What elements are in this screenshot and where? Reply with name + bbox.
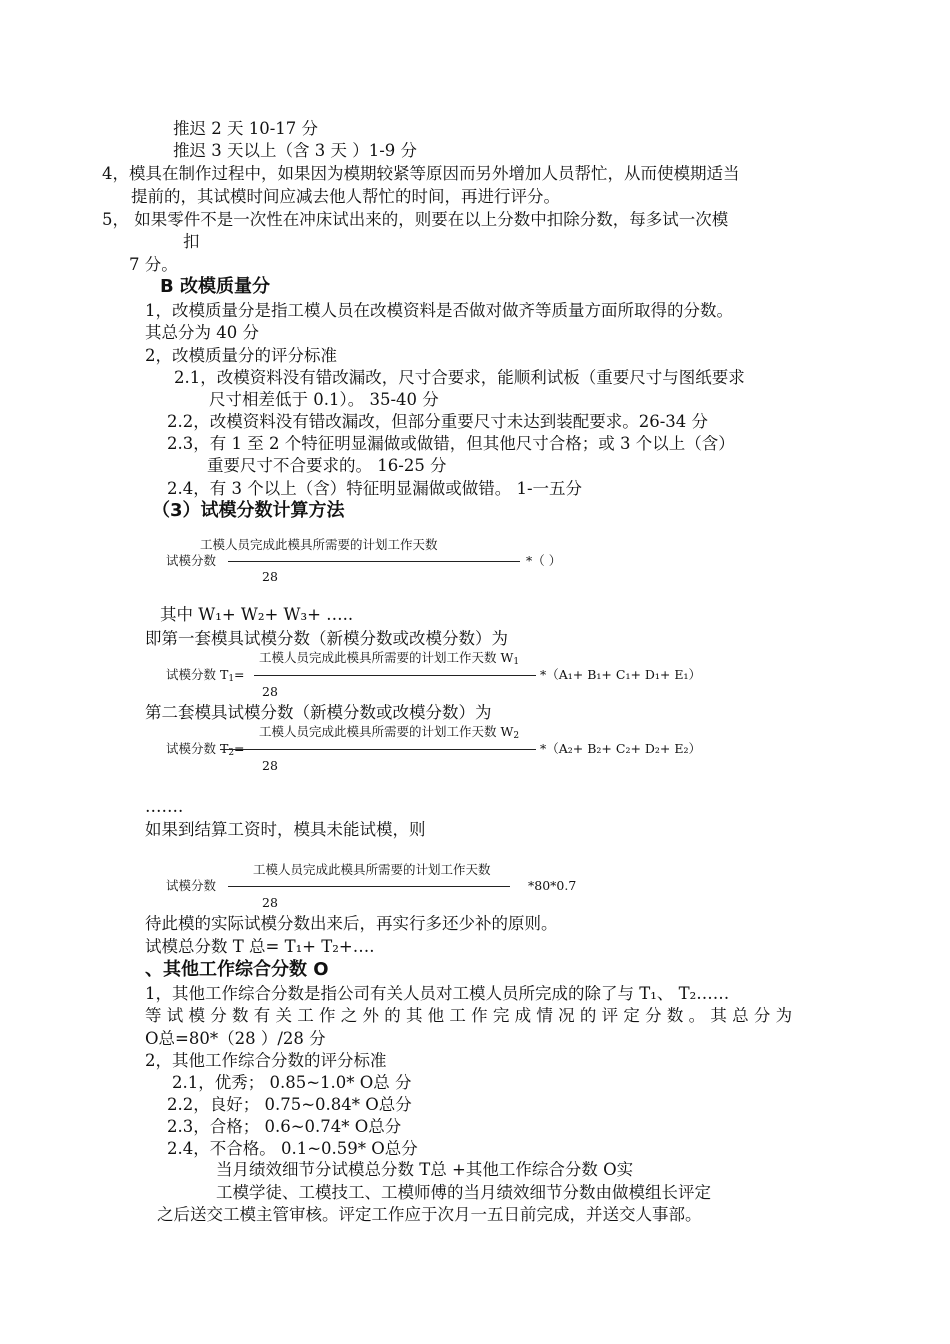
formula-label: 试模分数 $T_1=$ [166,667,245,684]
text-line: 2.4，不合格。 0.1~0.59* O总分 [167,1139,418,1158]
text-line: 2，改模质量分的评分标准 [145,346,337,365]
text-line: 试模总分数 T 总= T₁+ T₂+…. [145,937,375,956]
fraction-bar [220,749,536,750]
text-line: 2.4，有 3 个以上（含）特征明显漏做或做错。 1-一五分 [167,479,583,498]
text-line: 等 试 模 分 数 有 关 工 作 之 外 的 其 他 工 作 完 成 情 况 的 评 定 分 数 。 其 总 分 为 [145,1006,793,1025]
formula-multiplier: *（A₂+ B₂+ C₂+ D₂+ E₂） [540,741,702,756]
text-line: 工模学徒、工模技工、工模师傅的当月绩效细节分数由做模组长评定 [216,1183,711,1202]
text-line: 2.1，优秀； 0.85~1.0* O总 分 [172,1073,412,1092]
text-line: 重要尺寸不合要求的。 16-25 分 [207,456,447,475]
formula-denominator: 28 [262,569,278,584]
formula-label: 试模分数 [166,878,217,893]
text-line: 推迟 2 天 10-17 分 [173,119,319,138]
text-line: 推迟 3 天以上（含 3 天 ）1-9 分 [173,141,418,160]
formula-denominator: 28 [262,758,278,773]
text-line: 之后送交工模主管审核。评定工作应于次月一五日前完成，并送交人事部。 [157,1205,702,1224]
text-line: 即第一套模具试模分数（新模分数或改模分数）为 [145,629,508,648]
formula-numerator: 工模人员完成此模具所需要的计划工作天数 [253,862,491,877]
text-line: 2.3，有 1 至 2 个特征明显漏做或做错，但其他尺寸合格；或 3 个以上（含） [167,434,735,453]
text-line: 1，其他工作综合分数是指公司有关人员对工模人员所完成的除了与 T₁、 T₂…… [145,984,730,1003]
text-line: O总=80*（28 ）/28 分 [145,1029,326,1048]
formula-denominator: 28 [262,895,278,910]
formula-multiplier: *（A₁+ B₁+ C₁+ D₁+ E₁） [540,667,702,682]
text-line: 如果到结算工资时，模具未能试模，则 [145,820,426,839]
text-line: 2.2，良好； 0.75~0.84* O总分 [167,1095,412,1114]
text-line: 扣 [183,232,200,251]
formula-numerator: 工模人员完成此模具所需要的计划工作天数 $W_2$ [259,724,520,741]
text-line: 4，模具在制作过程中，如果因为模期较紧等原因而另外增加人员帮忙，从而使模期适当 [102,164,740,183]
text-line: ……. [145,797,184,816]
text-line: 第二套模具试模分数（新模分数或改模分数）为 [145,703,492,722]
formula-multiplier: *80*0.7 [528,878,577,893]
formula-numerator: 工模人员完成此模具所需要的计划工作天数 [200,537,438,552]
text-line: 提前的，其试模时间应减去他人帮忙的时间，再进行评分。 [131,187,560,206]
text-line: 其总分为 40 分 [145,323,259,342]
section-heading: 、其他工作综合分数 O [145,959,329,980]
fraction-bar [228,561,520,562]
section-heading: （3）试模分数计算方法 [152,500,345,521]
text-line: 待此模的实际试模分数出来后，再实行多还少补的原则。 [145,914,558,933]
text-line: 其中 W₁+ W₂+ W₃+ ….. [160,605,354,624]
fraction-bar [228,886,510,887]
text-line: 2，其他工作综合分数的评分标准 [145,1051,387,1070]
formula-numerator: 工模人员完成此模具所需要的计划工作天数 $W_1$ [259,650,520,667]
text-line: 当月绩效细节分试模总分数 T总 +其他工作综合分数 O实 [216,1160,634,1179]
fraction-bar [254,675,536,676]
formula-label: 试模分数 [166,553,217,568]
formula-multiplier: *（ ） [526,553,562,568]
text-line: 2.2，改模资料没有错改漏改，但部分重要尺寸未达到装配要求。26-34 分 [167,412,709,431]
text-line: 2.3，合格； 0.6~0.74* O总分 [167,1117,402,1136]
text-line: 尺寸相差低于 0.1）。 35-40 分 [209,390,439,409]
formula-label: 试模分数 $T_2=$ [166,741,245,758]
text-line: 1，改模质量分是指工模人员在改模资料是否做对做齐等质量方面所取得的分数。 [145,301,733,320]
text-line: 2.1，改模资料没有错改漏改，尺寸合要求，能顺利试板（重要尺寸与图纸要求 [174,368,745,387]
text-line: 7 分。 [129,255,178,274]
text-line: 5， 如果零件不是一次性在冲床试出来的，则要在以上分数中扣除分数，每多试一次模 [102,210,729,229]
section-heading: B 改模质量分 [160,276,270,297]
formula-denominator: 28 [262,684,278,699]
